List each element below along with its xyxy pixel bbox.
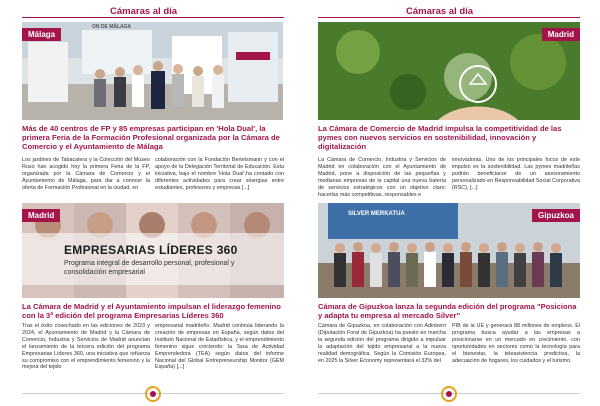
gipuzkoa-photo (318, 203, 580, 298)
header-rule (318, 17, 580, 18)
recycle-globe-image (318, 22, 580, 120)
empresarias-banner (22, 203, 284, 298)
article-headline[interactable]: La Cámara de Comercio de Madrid impulsa la competitividad de las pymes con nuevos servicios en sostenibilidad, innovación y digitalización (318, 124, 562, 152)
section-header: Cámaras al día (406, 6, 474, 17)
article-body-col1: Cámara de Gipuzkoa, en colaboración con Adinberri (Diputación Foral de Gipuzkoa) ha puesto en marcha la segunda edición del programa dirigido a impulsar la adaptación del tejido empresarial a la nueva realidad demográfica. Según la Comisión Europea, en 2025 la Silver Economy representará el 32% del (318, 323, 446, 364)
banner-text: SILVER MERKATUA (348, 211, 405, 217)
region-tag-gipuzkoa: Gipuzkoa (532, 209, 580, 222)
article-body-col2: empresarial madrileño. Madrid continúa liderando la creación de empresas en España, según datos del Instituto Nacional de Estadística, y el emprendimiento femenino sigue creciendo: la Tasa de Actividad Emprendedora (TEA) según datos del informe Nacional del Global Entrepreneurship Monitor (GEM España) [...] (155, 323, 284, 371)
region-tag-madrid: Madrid (542, 28, 580, 41)
region-tag-malaga: Málaga (22, 28, 61, 41)
banner-subtitle: Programa integral de desarrollo personal, profesional y consolidación empresarial (64, 260, 235, 276)
header-rule (22, 17, 284, 18)
photo-sign-text: ON DE MÁLAGA (92, 24, 132, 30)
region-tag-madrid: Madrid (22, 209, 60, 222)
sustainability-photo (318, 22, 580, 120)
article-body-col1: Los jardines de Tabacalera y la Colección del Museo Ruso han acogido hoy la primera Feria de la FP, organizada por la Cámara de Comercio y el Ayuntamiento de Málaga, para dar a conocer la oferta de Formación Profesional en la ciudad, en (22, 157, 150, 191)
article-body-col2: colaboración con la Fundación Bertelsmann y con el apoyo de la Delegación Territorial de Educación. Esta iniciativa, bajo el nombre 'Hola Dual',ha contado con diferentes actividades para crear sinergias entre estudiantes, profesores y empresas [...] (155, 157, 284, 191)
article-headline[interactable]: La Cámara de Madrid y el Ayuntamiento impulsan el liderazgo femenino con la 3ª edición del programa Empresarias Líderes 360 (22, 302, 281, 321)
article-body-col2: PIB de la UE y generará 88 millones de empleos. El programa busca ayudar a las empresas a posicionarse en un mercado en crecimiento, con oportunidades en sectores como la tecnología para el bienestar, la teleasistencia predictiva, la adecuación de hogares, los cuidados y el turismo. (452, 323, 580, 364)
right-page (300, 0, 600, 406)
chamber-logo-icon (441, 386, 457, 402)
fair-scene-image (22, 22, 283, 120)
article-body-col1: Tras el éxito cosechado en las ediciones de 2023 y 2024, el Ayuntamiento de Madrid y la Cámara de Comercio, Industria y Servicios de Madrid anuncian el lanzamiento de la tercera edición del programa Empresarias Líderes 360, una iniciativa que refuerza su compromiso con el emprendimiento femenino y la mejora del tejido (22, 323, 150, 371)
malaga-photo (22, 22, 283, 120)
article-headline[interactable]: Cámara de Gipuzkoa lanza la segunda edición del programa "Posiciona y adapta tu empresa al mercado Silver" (318, 302, 577, 321)
banner-title: EMPRESARIAS LÍDERES 360 (64, 243, 238, 257)
article-body-col1: La Cámara de Comercio, Industria y Servicios de Madrid en colaboración con el Ayuntamiento de Madrid, pone a disposición de las pequeñas y medianas empresas de la capital una nueva batería de servicios estratégicos con un objetivo claro: hacerlas más competitivas, responsables e (318, 157, 446, 198)
section-header: Cámaras al día (110, 6, 178, 17)
article-body-col2: innovadoras. Uno de los principales focos de este impulso es la sostenibilidad. Las pymes madrileñas podrán beneficiarse de un asesoramiento personalizado en Responsabilidad Social Corporativa (RSC), [...] (452, 157, 580, 191)
chamber-logo-icon (145, 386, 161, 402)
article-headline[interactable]: Más de 40 centros de FP y 85 empresas participan en 'Hola Dual', la primera Feria de la Formación Profesional organizada por la Cámara de Comercio y el Ayuntamiento de Málaga (22, 124, 280, 152)
